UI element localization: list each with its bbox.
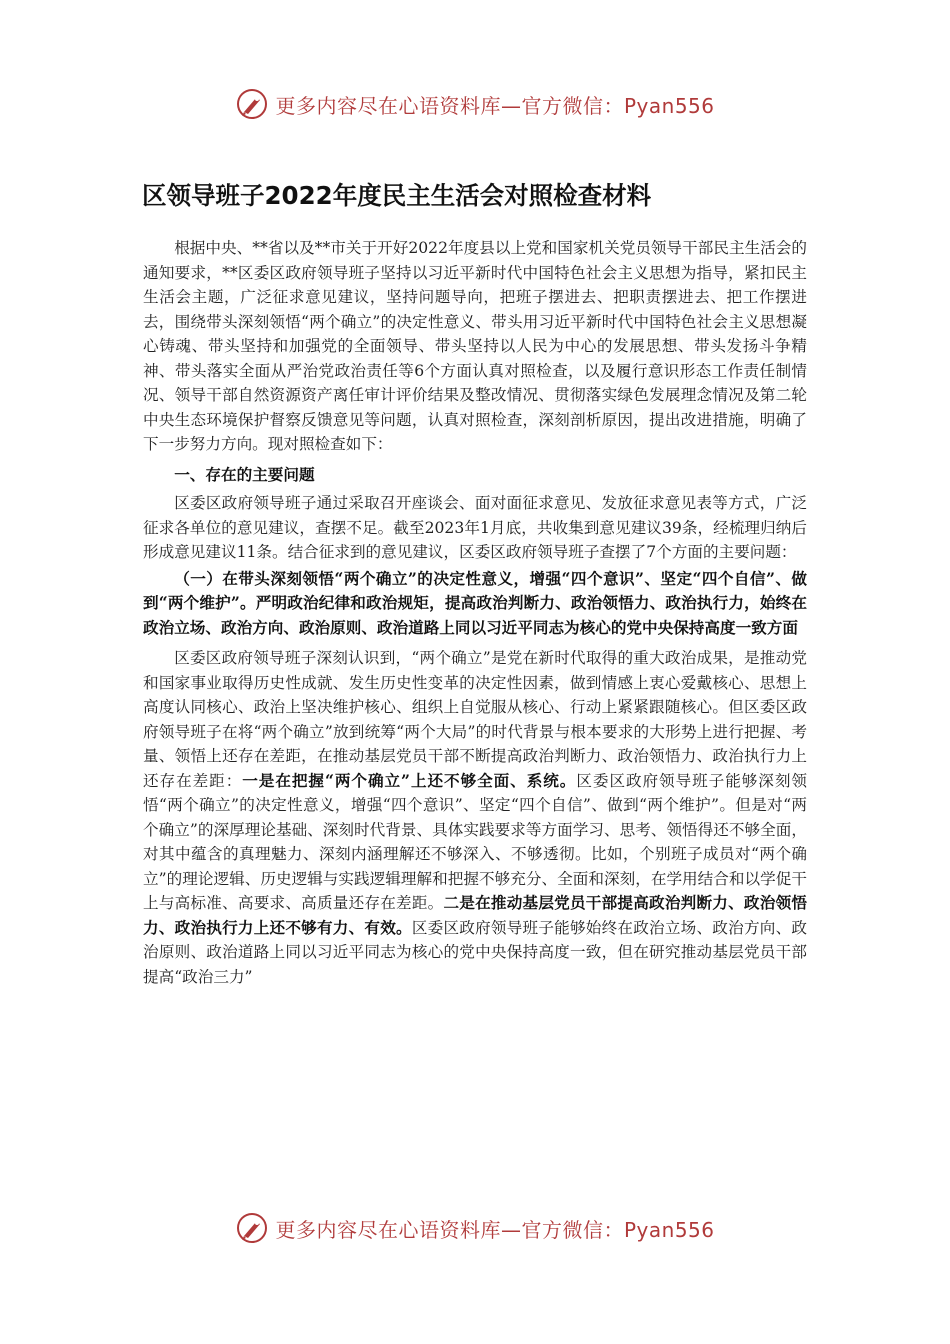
body-text-part3: 区委区政府领导班子能够始终在政治立场、政治方向、政治原则、政治道路上同以习近平同志为核心的党中央保持高度一致，但在研究推动基层党员干部提高“政治三力” — [143, 918, 807, 986]
banner-slogan: 更多内容尽在心语资料库—官方微信： — [275, 1217, 624, 1242]
header-banner — [0, 84, 950, 124]
body-text-part2: 区委区政府领导班子能够深刻领悟“两个确立”的决定性意义，增强“四个意识”、坚定“四个自信”、做到“两个维护”。但是对“两个确立”的深厚理论基础、深刻时代背景、具体实践要求等方面学习、思考、领悟得还不够全面，对其中蕴含的真理魅力、深刻内涵理解还不够深入、不够透彻。比如，个别班子成员对“两个确立”的理论逻辑、历史逻辑与实践逻辑理解和把握不够充分、全面和深刻，在学用结合和以学促干上与高标准、高要求、高质量还存在差距。 — [143, 771, 807, 912]
body-text-part1: 区委区政府领导班子深刻认识到，“两个确立”是党在新时代取得的重大政治成果，是推动党和国家事业取得历史性成就、发生历史性变革的决定性因素，做到情感上衷心爱戴核心、思想上高度认同核心、政治上坚决维护核心、组织上自觉服从核心、行动上紧紧跟随核心。但区委区政府领导班子在将“两个确立”放到统筹“两个大局”的时代背景与根本要求的大形势上进行把握、考量、领悟上还存在差距，在推动基层党员干部不断提高政治判断力、政治领悟力、政治执行力上还存在差距： — [143, 649, 807, 790]
bold-point-1: 一是在把握“两个确立”上还不够全面、系统。 — [242, 770, 577, 790]
banner-text — [275, 1214, 714, 1243]
section-heading: 一、存在的主要问题 — [174, 464, 315, 484]
section-paragraph: 区委区政府领导班子通过采取召开座谈会、面对面征求意见、发放征求意见表等方式，广泛征求各单位的意见建议，查摆不足。截至2023年1月底，共收集到意见建议39条，经梳理归纳后形成意见建议11条。结合征求到的意见建议，区委区政府领导班子查摆了7个方面的主要问题： — [143, 494, 807, 561]
bold-point-2: 二是在推动基层党员干部提高政治判断力、政治领悟力、政治执行力上还不够有力、有效。 — [143, 893, 807, 937]
pen-nib-logo-icon — [235, 1211, 269, 1245]
document-body — [143, 236, 807, 989]
footer-banner — [0, 1208, 950, 1248]
banner-text — [275, 90, 714, 119]
body-paragraph — [143, 646, 807, 989]
document-title: 区领导班子2022年度民主生活会对照检查材料 — [142, 181, 652, 210]
banner-wechat-id: Pyan556 — [623, 93, 715, 118]
pen-nib-logo-icon — [235, 87, 269, 121]
subsection-heading: （一）在带头深刻领悟“两个确立”的决定性意义，增强“四个意识”、坚定“四个自信”、做到“两个维护”。严明政治纪律和政治规矩，提高政治判断力、政治领悟力、政治执行力，始终在政治立场、政治方向、政治原则、政治道路上同以习近平同志为核心的党中央保持高度一致方面 — [143, 568, 807, 637]
intro-paragraph: 根据中央、**省以及**市关于开好2022年度县以上党和国家机关党员领导干部民主生活会的通知要求，**区委区政府领导班子坚持以习近平新时代中国特色社会主义思想为指导，紧扣民主生活会主题，广泛征求意见建议，坚持问题导向，把班子摆进去、把职责摆进去、把工作摆进去，围绕带头深刻领悟“两个确立”的决定性意义、带头用习近平新时代中国特色社会主义思想凝心铸魂、带头坚持和加强党的全面领导、带头坚持以人民为中心的发展思想、带头发扬斗争精神、带头落实全面从严治党政治责任等6个方面认真对照检查，以及履行意识形态工作责任制情况、领导干部自然资源资产离任审计评价结果及整改情况、贯彻落实绿色发展理念情况及第二轮中央生态环境保护督察反馈意见等问题，认真对照检查，深刻剖析原因，提出改进措施，明确了下一步努力方向。现对照检查如下： — [143, 239, 807, 453]
banner-wechat-id: Pyan556 — [623, 1217, 715, 1242]
banner-slogan: 更多内容尽在心语资料库—官方微信： — [275, 93, 624, 118]
